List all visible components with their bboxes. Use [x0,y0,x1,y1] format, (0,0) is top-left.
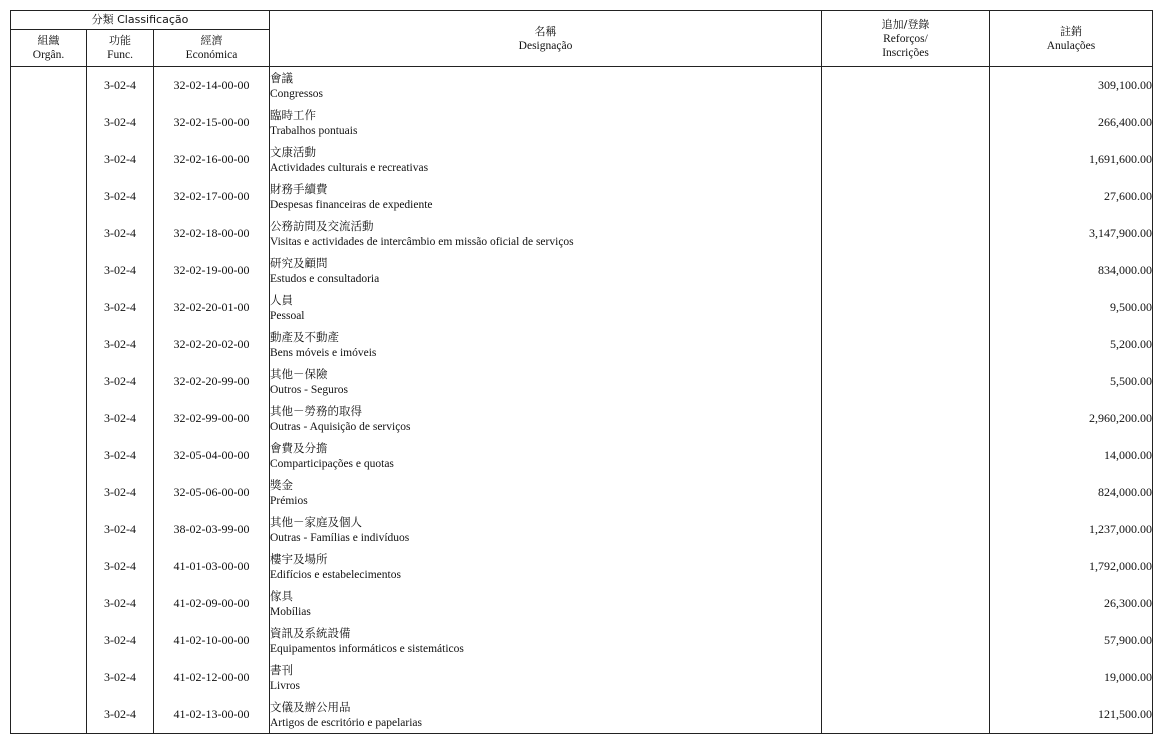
economic-code: 32-02-20-01-00 [154,289,270,326]
table-row [11,326,1153,363]
table-row [11,215,1153,252]
designation-zh: 公務訪問及交流活動 [270,219,374,233]
designation-zh: 動產及不動產 [270,330,339,344]
organic-cell [11,400,87,437]
table-row [11,474,1153,511]
table-row [11,141,1153,178]
organic-cell [11,511,87,548]
designation-cell [270,659,822,696]
annulment-amount: 309,100.00 [990,67,1153,105]
economic-code: 32-02-15-00-00 [154,104,270,141]
reinforcement-amount [822,363,990,400]
table-row [11,437,1153,474]
reinforcement-amount [822,215,990,252]
organic-cell [11,215,87,252]
designation-cell [270,326,822,363]
reinforcement-amount [822,474,990,511]
organic-cell [11,363,87,400]
annulment-amount: 834,000.00 [990,252,1153,289]
reinforcement-amount [822,622,990,659]
designation-pt: Congressos [270,88,324,100]
functional-code: 3-02-4 [87,326,154,363]
designation-cell [270,622,822,659]
functional-code: 3-02-4 [87,400,154,437]
designation-zh: 資訊及系統設備 [270,626,351,640]
annulment-amount: 1,792,000.00 [990,548,1153,585]
economic-header: 經濟 Económica [154,30,270,67]
economic-code: 32-02-19-00-00 [154,252,270,289]
organic-cell [11,622,87,659]
reinforcement-amount [822,585,990,622]
designation-zh: 文康活動 [270,145,316,159]
reinforcement-amount [822,437,990,474]
annulment-amount: 2,960,200.00 [990,400,1153,437]
designation-pt: Outros - Seguros [270,384,348,396]
annulment-amount: 1,237,000.00 [990,511,1153,548]
designation-zh: 傢具 [270,589,293,603]
functional-code: 3-02-4 [87,289,154,326]
functional-code: 3-02-4 [87,67,154,105]
designation-header: 名稱 Designação [270,11,822,67]
reinforcement-amount [822,252,990,289]
functional-code: 3-02-4 [87,141,154,178]
economic-code: 32-05-04-00-00 [154,437,270,474]
table-row [11,696,1153,734]
designation-zh: 其他－勞務的取得 [270,404,362,418]
functional-code: 3-02-4 [87,437,154,474]
designation-pt: Artigos de escritório e papelarias [270,717,422,729]
reinforcement-amount [822,178,990,215]
organic-cell [11,548,87,585]
functional-code: 3-02-4 [87,474,154,511]
table-row [11,400,1153,437]
economic-code: 41-02-09-00-00 [154,585,270,622]
organic-cell [11,252,87,289]
designation-cell [270,548,822,585]
table-row [11,289,1153,326]
functional-code: 3-02-4 [87,659,154,696]
functional-code: 3-02-4 [87,215,154,252]
designation-cell [270,104,822,141]
table-body [11,67,1153,734]
economic-code: 41-02-13-00-00 [154,696,270,734]
designation-zh: 臨時工作 [270,108,316,122]
economic-code: 32-02-16-00-00 [154,141,270,178]
organic-cell [11,67,87,105]
functional-code: 3-02-4 [87,511,154,548]
designation-cell [270,252,822,289]
table-row [11,585,1153,622]
annulment-amount: 1,691,600.00 [990,141,1153,178]
budget-table [10,10,1153,734]
reinforcement-amount [822,67,990,105]
table-row [11,363,1153,400]
economic-code: 32-02-18-00-00 [154,215,270,252]
reinforcements-header: 追加/登錄 Reforços/ Inscrições [822,11,990,67]
economic-code: 38-02-03-99-00 [154,511,270,548]
designation-zh: 財務手續費 [270,182,328,196]
functional-code: 3-02-4 [87,252,154,289]
organic-cell [11,289,87,326]
table-row [11,252,1153,289]
annulment-amount: 57,900.00 [990,622,1153,659]
annulment-amount: 3,147,900.00 [990,215,1153,252]
economic-code: 41-02-10-00-00 [154,622,270,659]
annulment-amount: 266,400.00 [990,104,1153,141]
functional-header: 功能 Func. [87,30,154,67]
economic-code: 32-02-17-00-00 [154,178,270,215]
annulment-amount: 27,600.00 [990,178,1153,215]
organic-cell [11,104,87,141]
designation-pt: Outras - Aquisição de serviços [270,421,411,433]
annulments-header: 註銷 Anulações [990,11,1153,67]
annulment-amount: 14,000.00 [990,437,1153,474]
designation-pt: Trabalhos pontuais [270,125,358,137]
designation-pt: Comparticipações e quotas [270,458,394,470]
reinforcement-amount [822,400,990,437]
designation-pt: Prémios [270,495,308,507]
designation-zh: 獎金 [270,478,293,492]
reinforcement-amount [822,141,990,178]
designation-zh: 文儀及辦公用品 [270,700,351,714]
designation-cell [270,289,822,326]
functional-code: 3-02-4 [87,104,154,141]
designation-cell [270,400,822,437]
organic-cell [11,474,87,511]
organic-cell [11,437,87,474]
reinforcement-amount [822,289,990,326]
annulment-amount: 5,200.00 [990,326,1153,363]
designation-cell [270,585,822,622]
designation-pt: Pessoal [270,310,305,322]
functional-code: 3-02-4 [87,178,154,215]
organic-header: 組織 Orgân. [11,30,87,67]
annulment-amount: 26,300.00 [990,585,1153,622]
designation-pt: Estudos e consultadoria [270,273,380,285]
designation-cell [270,474,822,511]
designation-cell [270,696,822,734]
annulment-amount: 9,500.00 [990,289,1153,326]
designation-cell [270,363,822,400]
functional-code: 3-02-4 [87,622,154,659]
organic-cell [11,141,87,178]
functional-code: 3-02-4 [87,363,154,400]
table-header [11,11,1153,67]
designation-pt: Livros [270,680,301,692]
economic-code: 32-02-14-00-00 [154,67,270,105]
table-row [11,622,1153,659]
designation-pt: Equipamentos informáticos e sistemáticos [270,643,464,655]
functional-code: 3-02-4 [87,696,154,734]
designation-zh: 書刊 [270,663,293,677]
economic-code: 41-02-12-00-00 [154,659,270,696]
reinforcement-amount [822,696,990,734]
table-row [11,659,1153,696]
designation-cell [270,67,822,105]
organic-cell [11,696,87,734]
designation-zh: 會議 [270,71,293,85]
designation-zh: 其他－保險 [270,367,328,381]
table-row [11,178,1153,215]
budget-document [10,10,1152,738]
organic-cell [11,659,87,696]
designation-cell [270,178,822,215]
reinforcement-amount [822,326,990,363]
functional-code: 3-02-4 [87,585,154,622]
organic-cell [11,585,87,622]
designation-pt: Actividades culturais e recreativas [270,162,429,174]
annulment-amount: 824,000.00 [990,474,1153,511]
designation-zh: 樓宇及場所 [270,552,328,566]
economic-code: 32-02-20-99-00 [154,363,270,400]
table-row [11,548,1153,585]
economic-code: 41-01-03-00-00 [154,548,270,585]
designation-pt: Bens móveis e imóveis [270,347,377,359]
designation-cell [270,141,822,178]
annulment-amount: 5,500.00 [990,363,1153,400]
economic-code: 32-02-20-02-00 [154,326,270,363]
designation-zh: 會費及分擔 [270,441,328,455]
designation-pt: Outras - Famílias e indivíduos [270,532,410,544]
designation-cell [270,437,822,474]
reinforcement-amount [822,659,990,696]
designation-cell [270,215,822,252]
designation-cell [270,511,822,548]
classification-header: 分類 Classificação [11,11,270,30]
designation-zh: 其他－家庭及個人 [270,515,362,529]
designation-pt: Edifícios e estabelecimentos [270,569,401,581]
reinforcement-amount [822,548,990,585]
table-row [11,67,1153,105]
designation-zh: 研究及顧問 [270,256,328,270]
economic-code: 32-05-06-00-00 [154,474,270,511]
designation-pt: Despesas financeiras de expediente [270,199,433,211]
economic-code: 32-02-99-00-00 [154,400,270,437]
organic-cell [11,326,87,363]
organic-cell [11,178,87,215]
designation-pt: Visitas e actividades de intercâmbio em missão oficial de serviços [270,236,574,248]
reinforcement-amount [822,511,990,548]
table-row [11,104,1153,141]
designation-zh: 人員 [270,293,293,307]
annulment-amount: 121,500.00 [990,696,1153,734]
reinforcement-amount [822,104,990,141]
table-row [11,511,1153,548]
functional-code: 3-02-4 [87,548,154,585]
annulment-amount: 19,000.00 [990,659,1153,696]
designation-pt: Mobílias [270,606,311,618]
